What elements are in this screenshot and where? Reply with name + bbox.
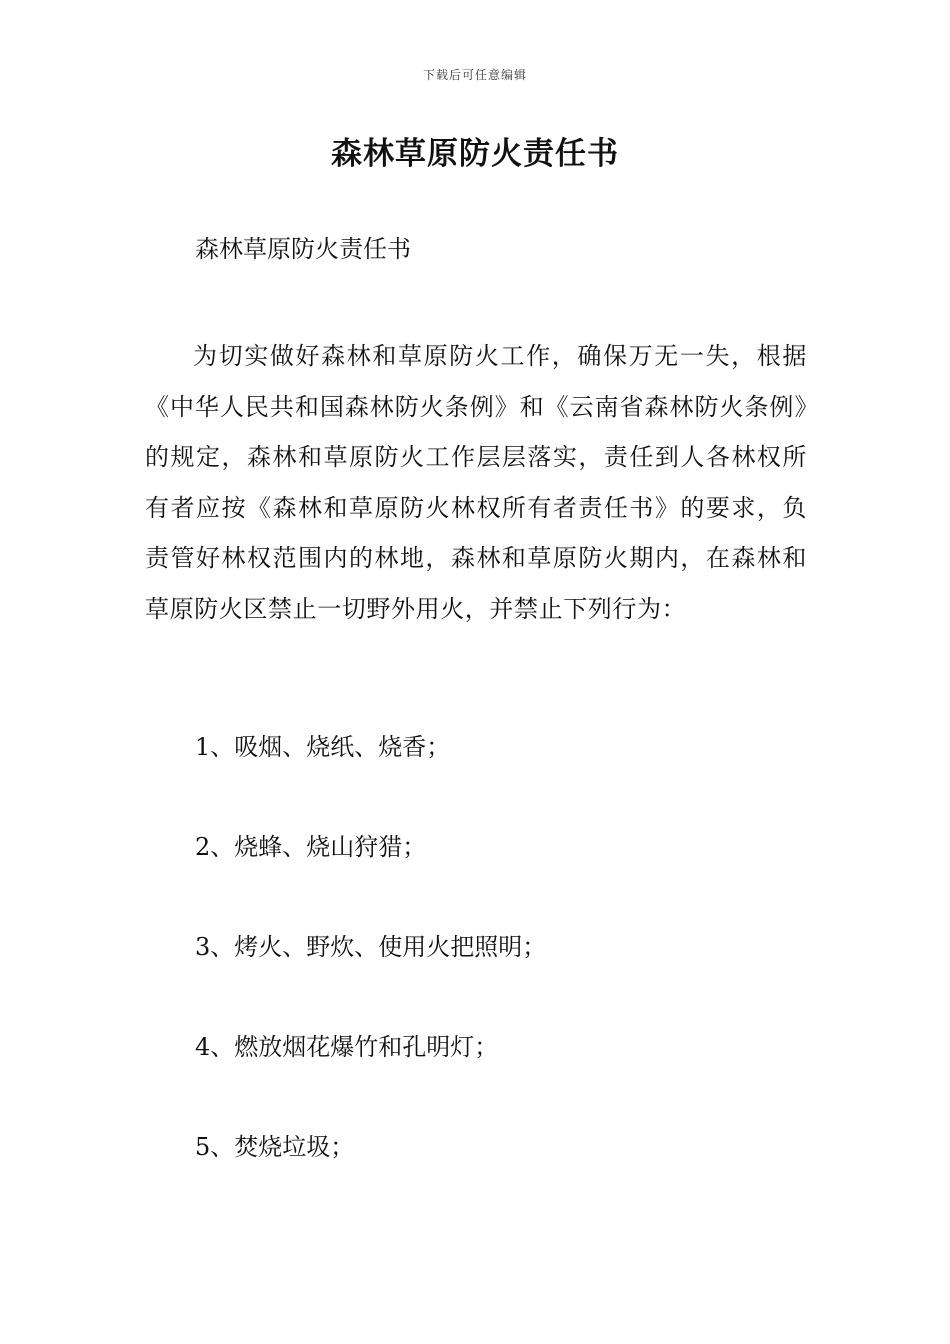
list-item: 4、燃放烟花爆竹和孔明灯；: [195, 1033, 499, 1061]
list-item: 1、吸烟、烧纸、烧香；: [195, 733, 451, 761]
list-item: 3、烤火、野炊、使用火把照明；: [195, 933, 547, 961]
document-subtitle: 森林草原防火责任书: [195, 235, 411, 263]
header-note: 下载后可任意编辑: [422, 68, 527, 82]
list-item: 5、焚烧垃圾；: [195, 1133, 355, 1161]
document-title: 森林草原防火责任书: [331, 136, 619, 172]
body-paragraph: 为切实做好森林和草原防火工作，确保万无一失，根据《中华人民共和国森林防火条例》和《云南省森林防火条例》的规定，森林和草原防火工作层层落实，责任到人各林权所有者应按《森林和草原防火林权所有者责任书》的要求，负责管好林权范围内的林地，森林和草原防火期内，在森林和草原防火区禁止一切野外用火，并禁止下列行为：: [145, 342, 807, 623]
list-item: 2、烧蜂、烧山狩猎；: [195, 833, 427, 861]
